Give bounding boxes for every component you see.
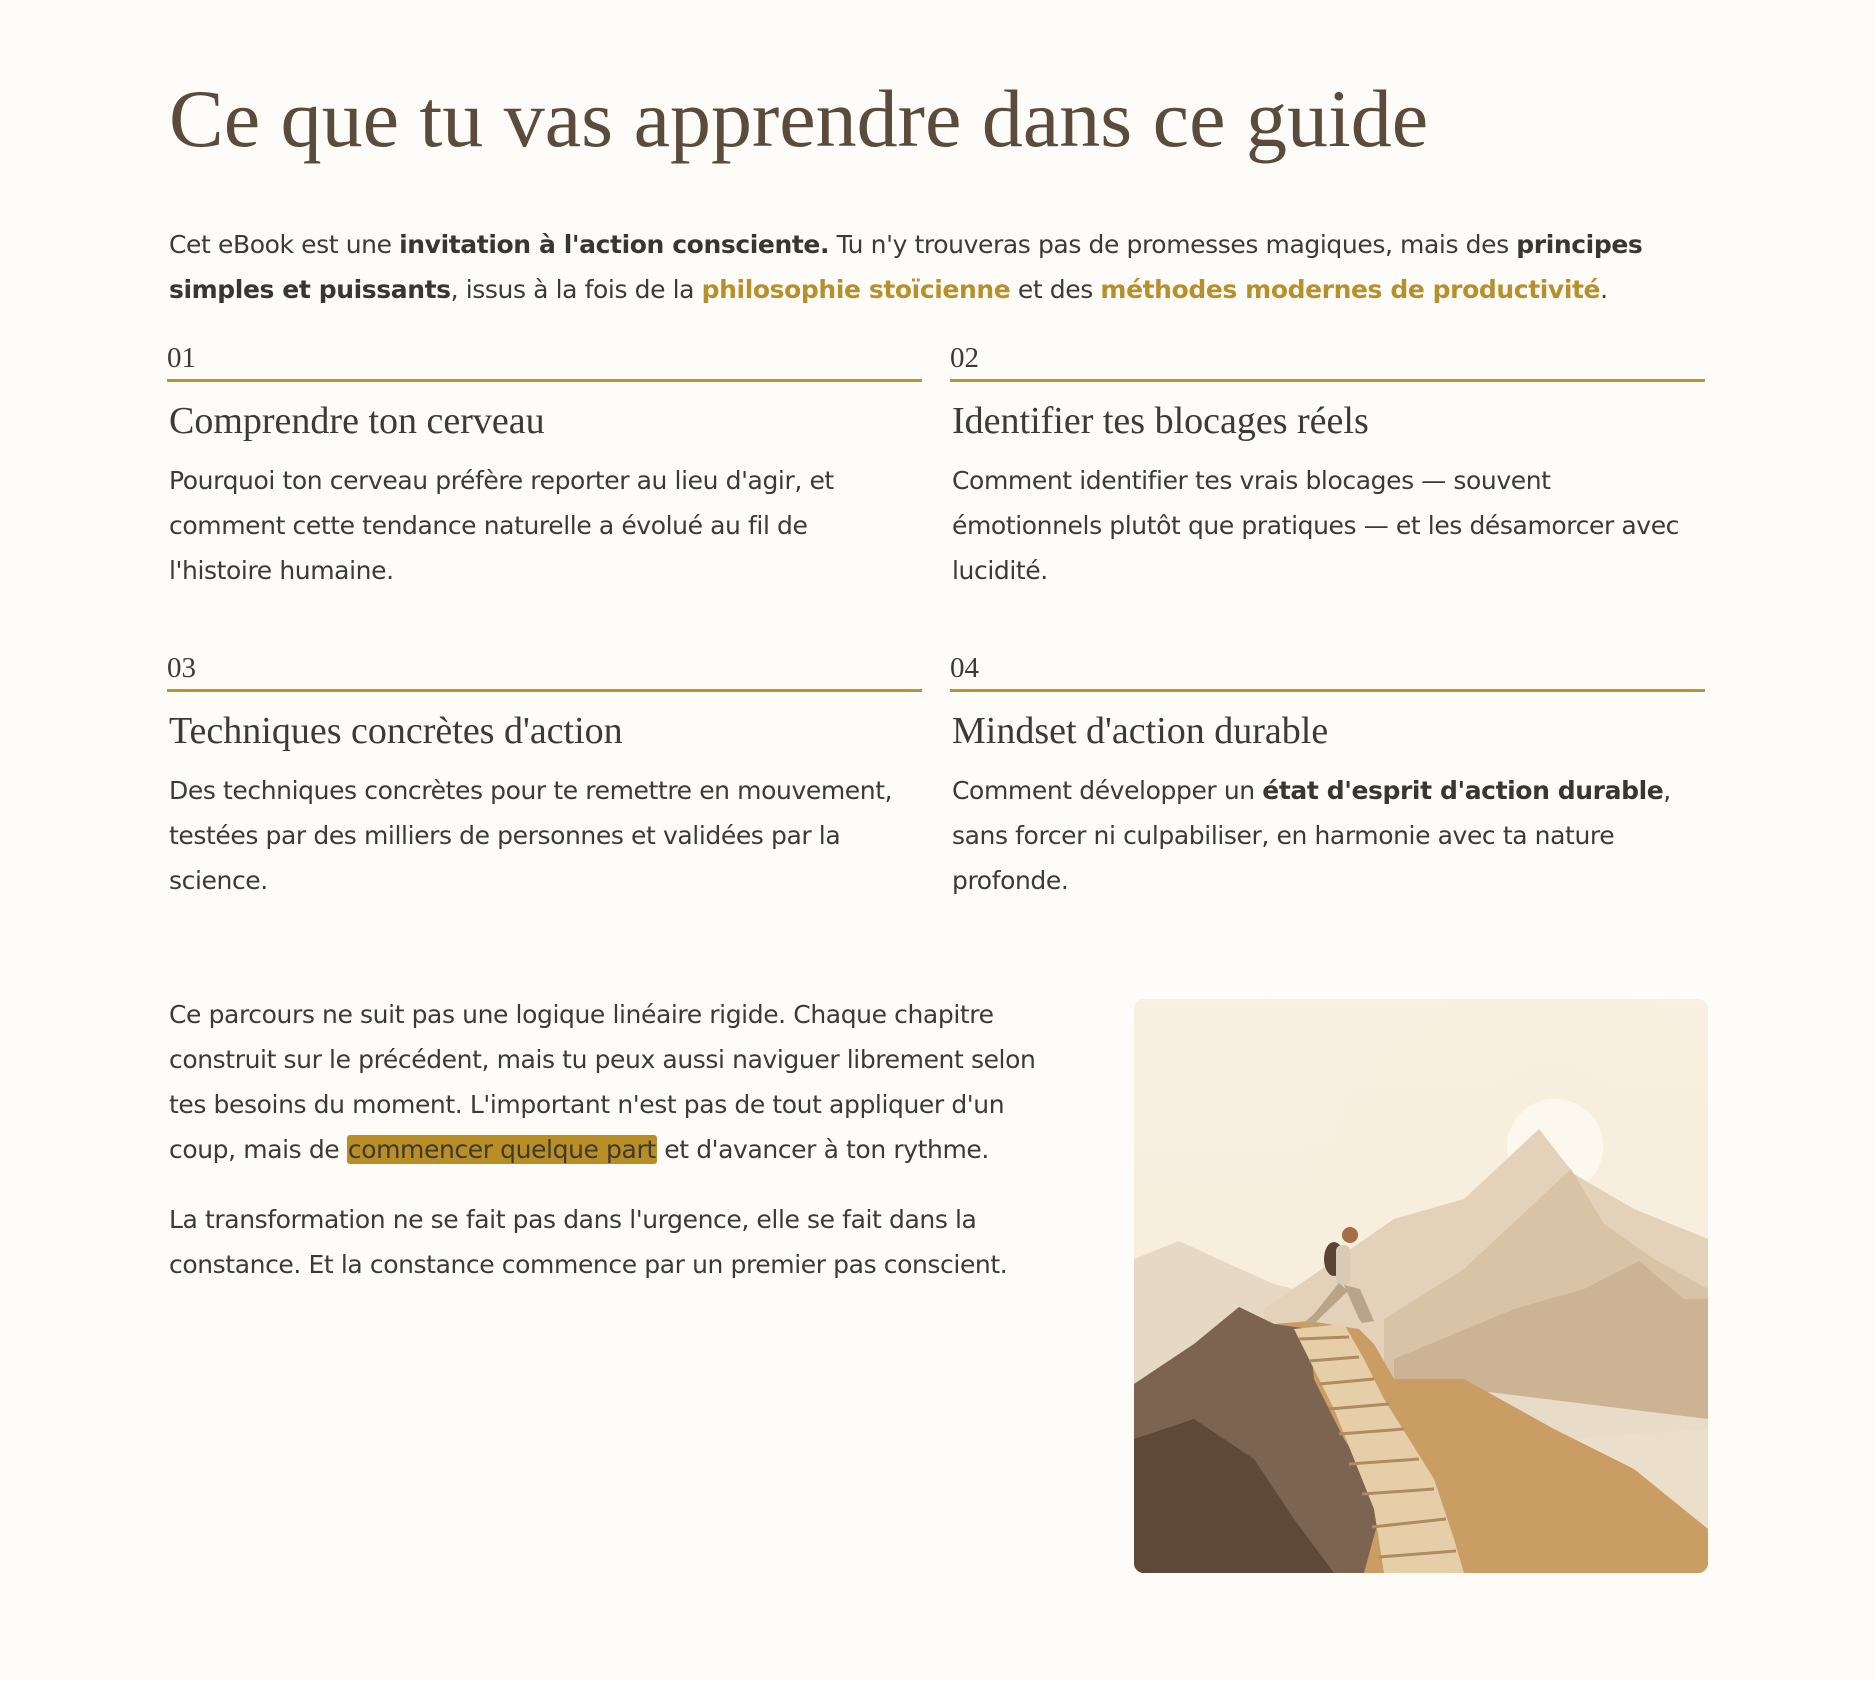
closing-text-part: et d'avancer à ton rythme. [656, 1135, 989, 1164]
divider [167, 379, 922, 382]
topic-title: Identifier tes blocages réels [952, 400, 1369, 442]
topic-text-bold: état d'esprit d'action durable [1262, 776, 1664, 805]
intro-text: Tu n'y trouveras pas de promesses magiques, mais des [829, 230, 1517, 259]
topic-title: Techniques concrètes d'action [169, 710, 623, 752]
topic-text: Des techniques concrètes pour te remettre en mouvement, testées par des milliers de personnes et validées par la science. [169, 776, 893, 895]
mountain-hiker-illustration [1134, 999, 1708, 1573]
intro-bold: invitation à l'action consciente. [399, 230, 830, 259]
closing-paragraph: La transformation ne se fait pas dans l'urgence, elle se fait dans la constance. Et la constance commence par un premier pas conscient. [169, 1205, 1008, 1279]
intro-text: . [1600, 275, 1608, 304]
topic-text [950, 768, 1682, 903]
closing-text-part: Ce parcours ne suit pas une logique linéaire rigide. Chaque chapitre construit sur le précédent, mais tu peux aussi naviguer librement selon tes besoins du moment. L'important n'est pas de tout appliquer d'un coup, mais de [169, 1000, 1036, 1164]
divider [950, 689, 1705, 692]
topic-card [950, 649, 1705, 903]
intro-highlight: philosophie stoïcienne [701, 275, 1011, 304]
intro-bold: principes simples et puissants [169, 230, 1643, 304]
topic-card [167, 339, 922, 593]
topic-number: 03 [167, 652, 196, 684]
intro-highlight: méthodes modernes de productivité [1100, 275, 1601, 304]
intro-text: et des [1010, 275, 1101, 304]
topic-title: Mindset d'action durable [952, 710, 1329, 752]
illustration-svg [1134, 999, 1708, 1573]
topic-number: 04 [950, 652, 979, 684]
topic-text: Pourquoi ton cerveau préfère reporter au lieu d'agir, et comment cette tendance naturelle a évolué au fil de l'histoire humaine. [169, 466, 834, 585]
topic-text: Comment identifier tes vrais blocages — souvent émotionnels plutôt que pratiques — et les désamorcer avec lucidité. [952, 466, 1680, 585]
highlighted-phrase: commencer quelque part [347, 1135, 656, 1164]
intro-text: Cet eBook est une [169, 230, 400, 259]
topic-number: 01 [167, 342, 196, 374]
divider [167, 689, 922, 692]
intro-text: , issus à la fois de la [450, 275, 702, 304]
topic-title: Comprendre ton cerveau [169, 400, 545, 442]
topic-card [950, 339, 1705, 593]
intro-paragraph [169, 222, 1714, 312]
closing-text [169, 992, 1069, 1312]
topic-text-part: Comment développer un [952, 776, 1263, 805]
topic-card [167, 649, 922, 903]
page-title: Ce que tu vas apprendre dans ce guide [169, 73, 1429, 164]
divider [950, 379, 1705, 382]
closing-paragraph [169, 992, 1069, 1172]
topic-number: 02 [950, 342, 979, 374]
topic-text-part: , sans forcer ni culpabiliser, en harmonie avec ta nature profonde. [952, 776, 1671, 895]
